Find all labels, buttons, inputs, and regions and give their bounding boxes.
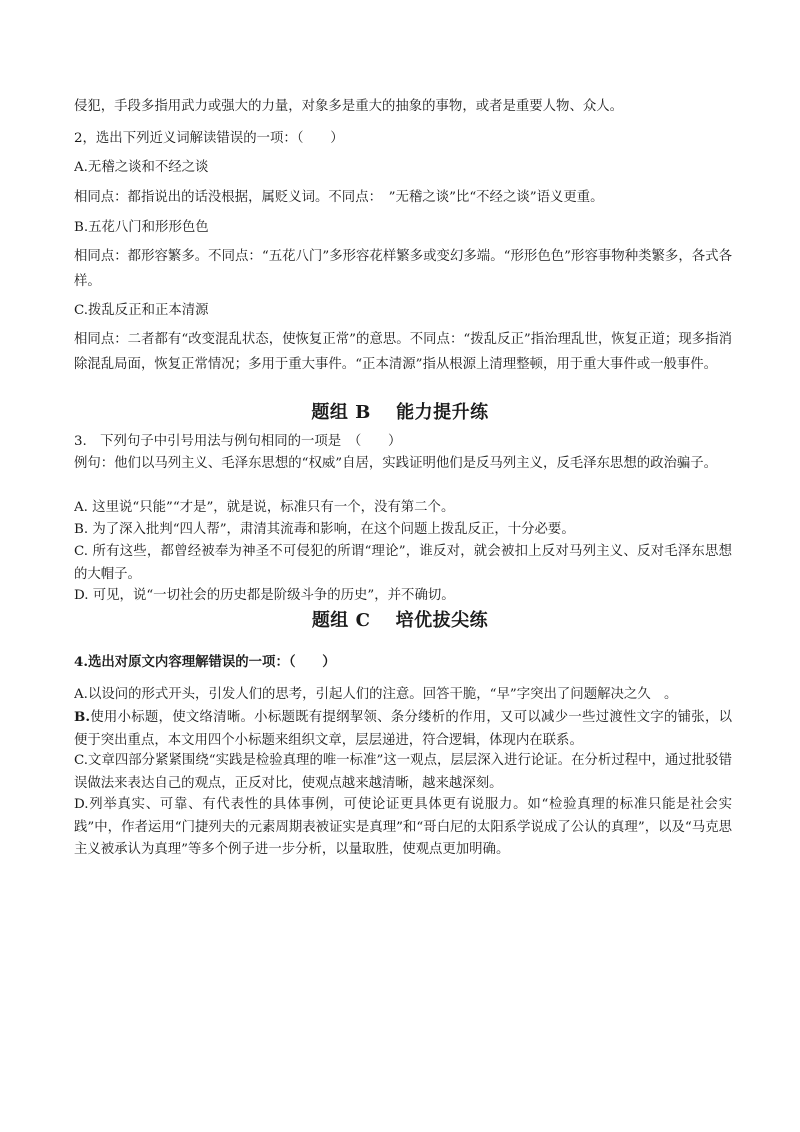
q3-option-a: A. 这里说“只能”“才是”，就是说，标准只有一个，没有第二个。 (74, 500, 455, 515)
q2-option-a-explanation: 相同点：都指说出的话没根据，属贬义词。不同点： ”无稽之谈”比“不经之谈”语义更重。 (74, 190, 604, 205)
q4-option-d (74, 794, 732, 862)
q2-option-b-label: B.五花八门和形形色色 (74, 220, 209, 235)
q4-option-a-label: A. (74, 687, 88, 702)
q2-stem: 2，选出下列近义词解读错误的一项：（ ） (74, 131, 344, 146)
intro-line: 侵犯，手段多指用武力或强大的力量，对象多是重大的抽象的事物，或者是重要人物、众人。 (74, 99, 624, 114)
q3-option-c: C. 所有这些，都曾经被奉为神圣不可侵犯的所谓“理论”，谁反对，就会被扣上反对马列主义、反对毛泽东思想的大帽子。 (74, 544, 732, 582)
section-c-heading: 题组 C 培优拔尖练 (311, 610, 489, 631)
q4-option-c-text: 文章四部分紧紧围绕“实践是检验真理的唯一标准”这一观点，层层深入进行论证。在分析过程中，通过批驳错误做法来表达自己的观点，正反对比，使观点越来越清晰，越来越深刻。 (74, 753, 732, 791)
q4-option-d-label: D. (74, 797, 89, 812)
q4-option-a (74, 684, 732, 707)
q4-option-d-text: 列举真实、可靠、有代表性的具体事例，可使论证更具体更有说服力。如“检验真理的标准只能是社会实践”中，作者运用“门捷列夫的元素周期表被证实是真理”和“哥白尼的太阳系学说成了公认的真理”，以及“马克思主义被承认为真理”等多个例子进一步分析，以量取胜，使观点更加明确。 (74, 797, 732, 857)
q4-option-c-label: C. (74, 753, 89, 768)
q2-option-b-explanation: 相同点：都形容繁多。不同点：“五花八门”多形容花样繁多或变幻多端。“形形色色”形容事物种类繁多，各式各样。 (74, 249, 732, 289)
q3-example: 例句：他们以马列主义、毛泽东思想的“权威”自居，实践证明他们是反马列主义，反毛泽东思想的政治骗子。 (74, 456, 718, 471)
q4-option-b-text: 使用小标题，使文络清晰。小标题既有提纲挈领、条分缕析的作用，又可以减少一些过渡性文字的铺张，以便于突出重点，本文用四个小标题来组织文章，层层递进，符合逻辑，体现内在联系。 (74, 710, 732, 748)
q2-option-a-label: A.无稽之谈和不经之谈 (74, 160, 209, 175)
q2-option-c-label: C.拨乱反正和正本清源 (74, 303, 209, 318)
q3-option-b: B. 为了深入批判“四人帮”，肃清其流毒和影响，在这个问题上拨乱反正，十分必要。 (74, 522, 575, 537)
q4-option-c (74, 750, 732, 795)
q2-option-c-explanation: 相同点：二者都有“改变混乱状态，使恢复正常”的意思。不同点：“拨乱反正”指治理乱世，恢复正道；现多指消除混乱局面，恢复正常情况；多用于重大事件。“正本清源”指从根源上清理整顿，用于重大事件或一般事件。 (74, 332, 732, 372)
q4-option-b (74, 706, 732, 752)
q4-stem: 4.选出对原文内容理解错误的一项：（ ） (74, 654, 336, 670)
section-b-heading: 题组 B 能力提升练 (311, 402, 489, 423)
q3-stem: 3. 下列句子中引号用法与例句相同的一项是 （ ） (74, 434, 402, 449)
q3-option-d: D. 可见，说“一切社会的历史都是阶级斗争的历史”，并不确切。 (74, 588, 455, 603)
q4-option-a-text: 以设问的形式开头，引发人们的思考，引起人们的注意。回答干脆，“早”字突出了问题解决之久 。 (87, 687, 678, 702)
q4-option-b-label: B. (74, 709, 90, 725)
